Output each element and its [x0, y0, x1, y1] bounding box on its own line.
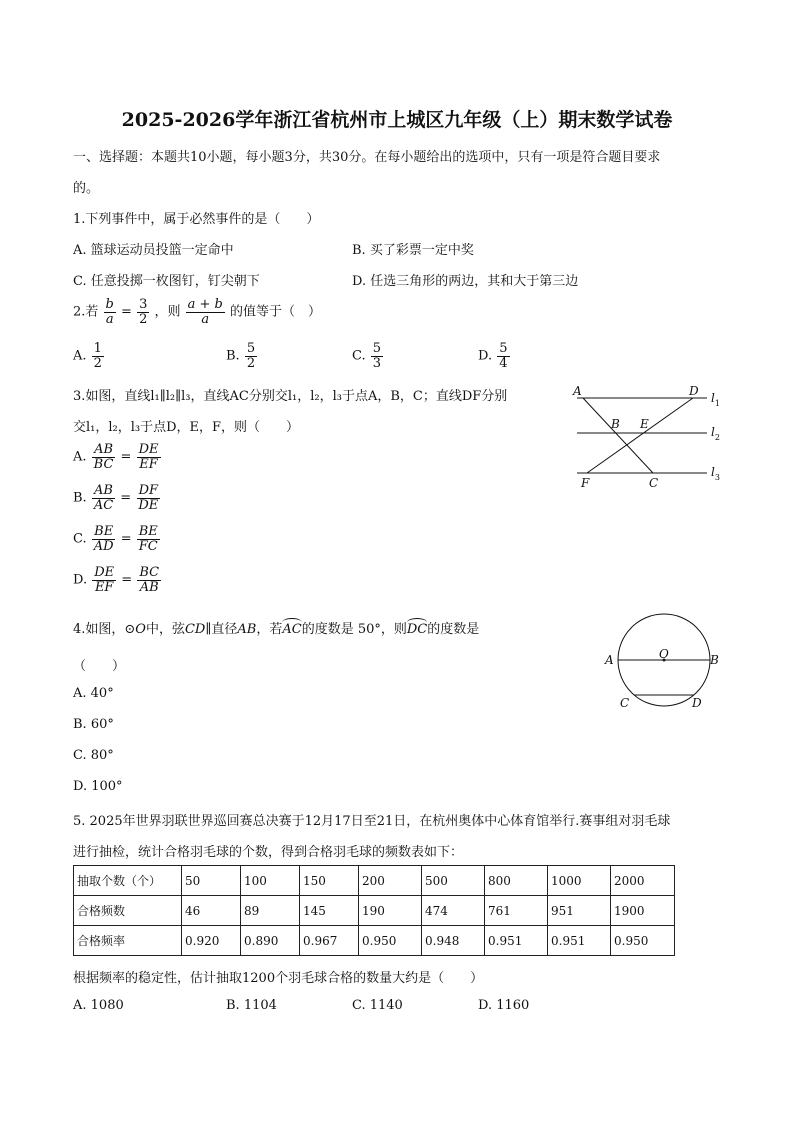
table-row-qualified-count [74, 896, 675, 926]
q4-arc-ac: AC [282, 617, 301, 637]
q4-mid2: ∥直径 [205, 622, 238, 637]
q2-option-b [226, 342, 258, 370]
q2-post: 的值等于（ ） [230, 304, 322, 320]
table-cell: 145 [300, 896, 359, 926]
q2-f1-den: a [105, 311, 114, 327]
q3-d-ln: DE [94, 565, 115, 580]
q2-option-c-num: 5 [372, 341, 382, 356]
label-point-a: A [573, 384, 582, 398]
q4-circle-figure [598, 612, 728, 717]
q2-f3-den: a [201, 311, 210, 327]
q2-f3-num: a + b [187, 297, 223, 312]
q2-fraction-3-over-2 [137, 298, 149, 326]
q4-chord-cd: CD [184, 622, 206, 637]
section-instructions: 一、选择题：本题共10小题，每小题3分，共30分。在每小题给出的选项中，只有一项是符合题目要求 [73, 150, 661, 165]
q2-option-a-label: A. [73, 348, 87, 364]
table-cell: 抽取个数（个） [74, 866, 182, 896]
q2-option-a-fraction [92, 342, 104, 370]
q3-stem-line1: 3.如图，直线l₁∥l₂∥l₃，直线AC分别交l₁，l₂，l₃于点A，B，C；直线DF分别 [73, 389, 508, 404]
label-l3-sub: 3 [714, 473, 720, 482]
section-instructions-cont: 的。 [73, 181, 100, 196]
label-point-e: E [640, 417, 649, 431]
q3-d-ld: EF [94, 579, 114, 595]
q3-d-left [92, 566, 116, 594]
label-d: D [692, 696, 702, 710]
label-l1-sub: 1 [714, 399, 720, 408]
label-b: B [710, 653, 719, 667]
label-l2-main: l [711, 425, 715, 439]
table-cell: 0.951 [548, 926, 611, 956]
table-cell: 50 [182, 866, 241, 896]
table-cell: 0.890 [241, 926, 300, 956]
q4-mid4: 的度数是 50°，则 [301, 622, 407, 637]
q5-option-a: A. 1080 [73, 998, 124, 1013]
q3-c-ln: BE [94, 524, 114, 539]
label-l2-sub: 2 [714, 433, 720, 442]
q3-stem-line2: 交l₁，l₂，l₃于点D，E，F，则（ ） [73, 420, 300, 435]
q2-option-a [73, 342, 105, 370]
label-point-f: F [581, 476, 590, 490]
label-a: A [605, 653, 614, 667]
q2-f2-num: 3 [139, 297, 148, 312]
q2-pre: 2.若 [73, 304, 99, 320]
table-cell: 500 [422, 866, 485, 896]
label-l3-main: l [711, 465, 715, 479]
q1-option-c: C. 任意投掷一枚图钉，钉尖朝下 [73, 274, 260, 289]
q5-option-c: C. 1140 [352, 998, 403, 1013]
table-cell: 100 [241, 866, 300, 896]
q4-stem [73, 617, 479, 637]
page-title: 2025-2026学年浙江省杭州市上城区九年级（上）期末数学试卷 [121, 109, 673, 131]
label-point-b: B [611, 417, 620, 431]
q2-option-a-den: 2 [93, 355, 102, 371]
q4-bracket: （ ） [73, 659, 126, 674]
q4-center-o: O [135, 622, 146, 637]
q2-fraction-b-over-a [104, 298, 116, 326]
q4-option-b: B. 60° [73, 717, 114, 732]
q2-fraction-a-plus-b-over-a [186, 298, 225, 326]
table-cell: 200 [359, 866, 422, 896]
q4-arc-dc: DC [407, 617, 427, 637]
table-cell: 0.920 [182, 926, 241, 956]
q1-option-a: A. 篮球运动员投篮一定命中 [73, 243, 234, 258]
q1-option-b: B. 买了彩票一定中奖 [352, 243, 474, 258]
line-ac [583, 398, 653, 473]
q3-a-rn: DE [138, 442, 159, 457]
table-cell: 0.950 [611, 926, 675, 956]
frequency-table [73, 865, 675, 956]
q2-option-c-den: 3 [372, 355, 382, 371]
q2-option-d-fraction [497, 342, 509, 370]
q3-d-rn: BC [139, 565, 160, 580]
table-cell: 190 [359, 896, 422, 926]
q3-c-ld: AD [93, 538, 114, 554]
table-cell: 150 [300, 866, 359, 896]
table-cell: 800 [485, 866, 548, 896]
q3-option-c: C. $\frac{BE}{AD}$ = $\frac{BE}{FC}$ [73, 524, 158, 554]
q3-b-ld: AC [93, 497, 114, 513]
q2-option-c-fraction [371, 342, 383, 370]
q3-option-a: A. $\frac{AB}{BC}$ = $\frac{DE}{EF}$ [73, 442, 159, 472]
q3-a-ld: BC [93, 456, 114, 472]
q2-option-b-label: B. [226, 348, 240, 364]
label-point-c: C [649, 476, 659, 490]
q4-post: 的度数是 [427, 622, 480, 637]
table-cell: 0.948 [422, 926, 485, 956]
q3-b-rn: DF [138, 483, 159, 498]
q3-a-rd: EF [139, 456, 158, 472]
table-cell: 46 [182, 896, 241, 926]
q3-option-c-label: C. [73, 531, 87, 547]
q3-option-a-label: A. [73, 449, 87, 465]
q4-option-a: A. 40° [73, 686, 114, 701]
table-cell: 0.951 [485, 926, 548, 956]
q2-option-a-num: 1 [93, 341, 102, 356]
table-cell: 1900 [611, 896, 675, 926]
table-cell: 1000 [548, 866, 611, 896]
q3-b-ln: AB [94, 483, 113, 498]
q5-option-b: B. 1104 [226, 998, 277, 1013]
table-row-qualified-rate [74, 926, 675, 956]
table-cell: 474 [422, 896, 485, 926]
table-cell: 2000 [611, 866, 675, 896]
q3-a-ln: AB [94, 442, 114, 457]
q2-option-d [478, 342, 511, 370]
q3-parallel-lines-figure [565, 378, 735, 493]
q3-option-b-label: B. [73, 490, 87, 506]
table-cell: 0.950 [359, 926, 422, 956]
q4-mid1: 中，弦 [145, 622, 185, 637]
q2-option-d-label: D. [478, 348, 493, 364]
q3-option-d: D. $\frac{DE}{EF}$ = $\frac{BC}{AB}$ [73, 565, 160, 595]
table-cell: 0.967 [300, 926, 359, 956]
q2-stem [73, 298, 321, 326]
q3-a-right [137, 443, 161, 471]
q2-mid: ，则 [154, 304, 181, 320]
q3-c-left [92, 525, 116, 553]
q2-option-d-den: 4 [499, 355, 508, 371]
q4-option-c: C. 80° [73, 748, 114, 763]
q1-option-d: D. 任选三角形的两边，其和大于第三边 [352, 274, 579, 289]
q2-eq: = [121, 304, 132, 320]
q5-stem-line2: 进行抽检，统计合格羽毛球的个数，得到合格羽毛球的频数表如下： [73, 845, 464, 860]
label-c: C [620, 696, 630, 710]
q2-f1-num: b [105, 297, 114, 312]
q4-mid3: ，若 [256, 622, 283, 637]
q3-c-rd: FC [138, 538, 158, 554]
label-l1-main: l [711, 391, 715, 405]
q4-pre: 4.如图，⊙ [73, 622, 136, 637]
q4-diameter-ab: AB [237, 622, 257, 637]
q2-option-b-den: 2 [246, 355, 256, 371]
q3-d-rd: AB [139, 579, 159, 595]
label-line-l3 [711, 465, 720, 482]
q3-option-b: B. $\frac{AB}{AC}$ = $\frac{DF}{DE}$ [73, 483, 159, 513]
q3-b-right [136, 484, 160, 512]
q3-d-right [137, 566, 161, 594]
q2-option-c [352, 342, 384, 370]
q2-option-d-num: 5 [499, 341, 508, 356]
q5-stem-line1: 5. 2025年世界羽联世界巡回赛总决赛于12月17日至21日，在杭州奥体中心体育馆举行.赛事组对羽毛球 [73, 814, 671, 829]
q3-option-d-label: D. [73, 572, 88, 588]
q3-c-right [137, 525, 160, 553]
q2-option-c-label: C. [352, 348, 366, 364]
label-line-l2 [711, 425, 720, 442]
q4-option-d: D. 100° [73, 779, 123, 794]
label-line-l1 [711, 391, 720, 408]
q3-b-rd: DE [138, 497, 159, 513]
table-cell: 合格频数 [74, 896, 182, 926]
q2-option-b-fraction [245, 342, 257, 370]
label-o: O [659, 647, 669, 661]
q2-f2-den: 2 [139, 311, 148, 327]
line-df [587, 398, 693, 473]
q5-question: 根据频率的稳定性，估计抽取1200个羽毛球合格的数量大约是（ ） [73, 971, 484, 986]
q3-b-left [92, 484, 115, 512]
table-cell: 89 [241, 896, 300, 926]
q5-option-d: D. 1160 [478, 998, 530, 1013]
table-cell: 761 [485, 896, 548, 926]
q3-a-left [92, 443, 116, 471]
label-point-d: D [689, 384, 699, 398]
q1-stem: 1.下列事件中，属于必然事件的是（ ） [73, 212, 320, 227]
table-cell: 951 [548, 896, 611, 926]
table-cell: 合格频率 [74, 926, 182, 956]
q2-option-b-num: 5 [246, 341, 256, 356]
table-row-sample-count [74, 866, 675, 896]
q3-c-rn: BE [138, 524, 158, 539]
